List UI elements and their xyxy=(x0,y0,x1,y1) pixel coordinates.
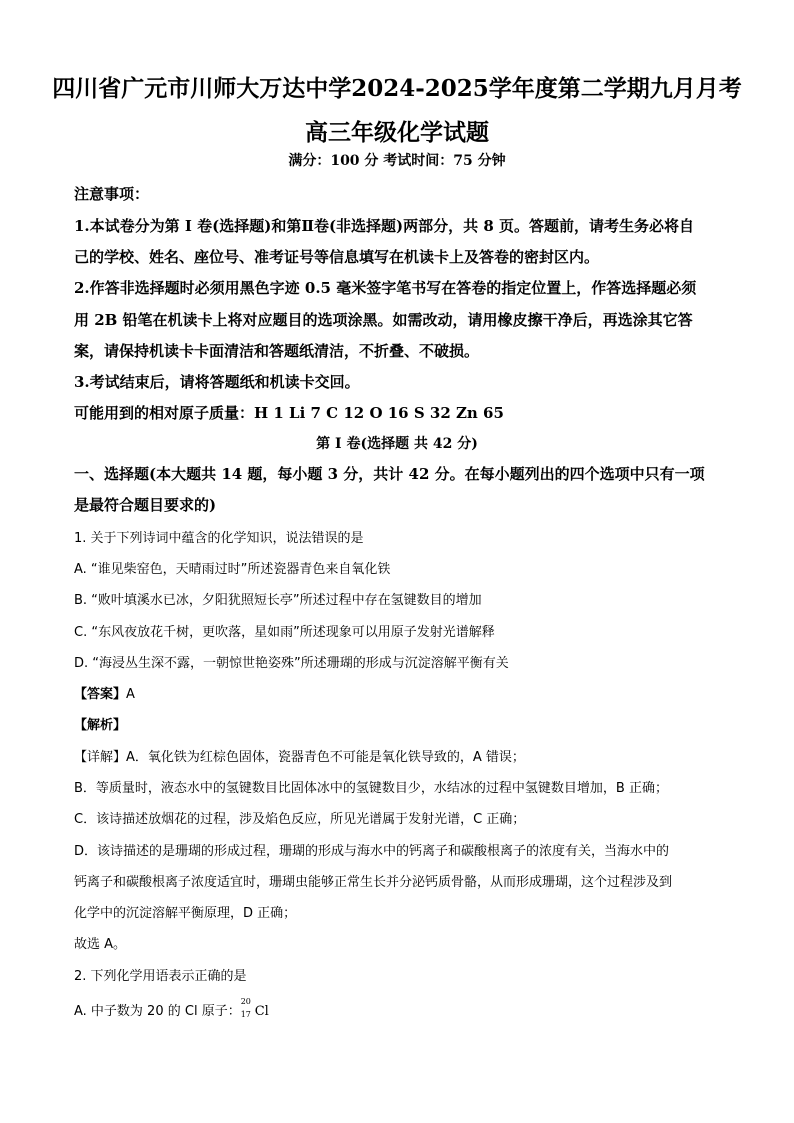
exam-title-line1: 四川省广元市川师大万达中学2024-2025学年度第二学期九月月考 xyxy=(52,75,742,102)
question-2-option-a xyxy=(74,997,734,1019)
atomic-number: 17 xyxy=(240,1010,251,1019)
element-symbol: Cl xyxy=(254,1004,269,1019)
analysis-label: 【解析】 xyxy=(74,718,127,733)
answer-value: A xyxy=(126,687,135,702)
exam-meta: 满分：100 分 考试时间：75 分钟 xyxy=(288,153,506,169)
notes-line: 3.考试结束后，请将答题纸和机读卡交回。 xyxy=(74,373,360,391)
detail-line: 钙离子和碳酸根离子浓度适宜时，珊瑚虫能够正常生长并分泌钙质骨骼，从而形成珊瑚，这个过程涉及到 xyxy=(74,875,673,890)
notes-line: 2.作答非选择题时必须用黑色字迹 0.5 毫米签字笔书写在答卷的指定位置上，作答选择题必须 xyxy=(74,279,697,297)
detail-line: 化学中的沉淀溶解平衡原理，D 正确； xyxy=(74,906,297,921)
notes-line: 1.本试卷分为第 I 卷(选择题)和第Ⅱ卷(非选择题)两部分，共 8 页。答题前，请考生务必将自 xyxy=(74,217,695,235)
question-2-stem: 2. 下列化学用语表示正确的是 xyxy=(74,969,247,984)
answer-label: 【答案】 xyxy=(74,687,127,702)
exam-title-line2: 高三年级化学试题 xyxy=(305,119,489,146)
detail-line: C．该诗描述放烟花的过程，涉及焰色反应，所见光谱属于发射光谱，C 正确； xyxy=(74,812,526,827)
notes-heading: 注意事项： xyxy=(74,185,150,203)
isotope-notation xyxy=(240,997,255,1019)
answer-line xyxy=(74,683,734,702)
question-1-stem: 1. 关于下列诗词中蕴含的化学知识，说法错误的是 xyxy=(74,531,364,546)
question-1-option-b: B. “败叶填溪水已冰，夕阳犹照短长亭”所述过程中存在氢键数目的增加 xyxy=(74,593,482,608)
mass-number: 20 xyxy=(240,997,251,1006)
notes-line: 用 2B 铅笔在机读卡上将对应题目的选项涂黑。如需改动，请用橡皮擦干净后，再选涂其它答 xyxy=(74,311,693,329)
section-intro-line2: 是最符合题目要求的) xyxy=(74,496,217,514)
notes-line: 案，请保持机读卡卡面清洁和答题纸清洁，不折叠、不破损。 xyxy=(74,342,480,360)
detail-line: D．该诗描述的是珊瑚的形成过程，珊瑚的形成与海水中的钙离子和碳酸根离子的浓度有关，当海水中的 xyxy=(74,844,670,859)
question-1-option-a: A. “谁见柴窑色，天晴雨过时”所述瓷器青色来自氧化铁 xyxy=(74,562,391,577)
section-intro-line1: 一、选择题(本大题共 14 题，每小题 3 分，共计 42 分。在每小题列出的四个选项中只有一项 xyxy=(74,465,705,483)
question-1-option-d: D. “海浸丛生深不露，一朝惊世艳姿殊”所述珊瑚的形成与沉淀溶解平衡有关 xyxy=(74,656,509,671)
detail-line: B．等质量时，液态水中的氢键数目比固体冰中的氢键数目少，水结冰的过程中氢键数目增加，B 正确； xyxy=(74,781,668,796)
option-a-text: A. 中子数为 20 的 Cl 原子： xyxy=(74,1004,241,1019)
detail-line: 【详解】A．氧化铁为红棕色固体，瓷器青色不可能是氧化铁导致的，A 错误； xyxy=(74,750,525,765)
question-1-option-c: C. “东风夜放花千树，更吹落，星如雨”所述现象可以用原子发射光谱解释 xyxy=(74,625,495,640)
atomic-mass-line: 可能用到的相对原子质量：H 1 Li 7 C 12 O 16 S 32 Zn 65 xyxy=(74,404,504,422)
conclusion-line: 故选 A。 xyxy=(74,937,127,952)
section-title: 第 I 卷(选择题 共 42 分) xyxy=(316,436,478,452)
notes-line: 己的学校、姓名、座位号、准考证号等信息填写在机读卡上及答卷的密封区内。 xyxy=(74,248,600,266)
